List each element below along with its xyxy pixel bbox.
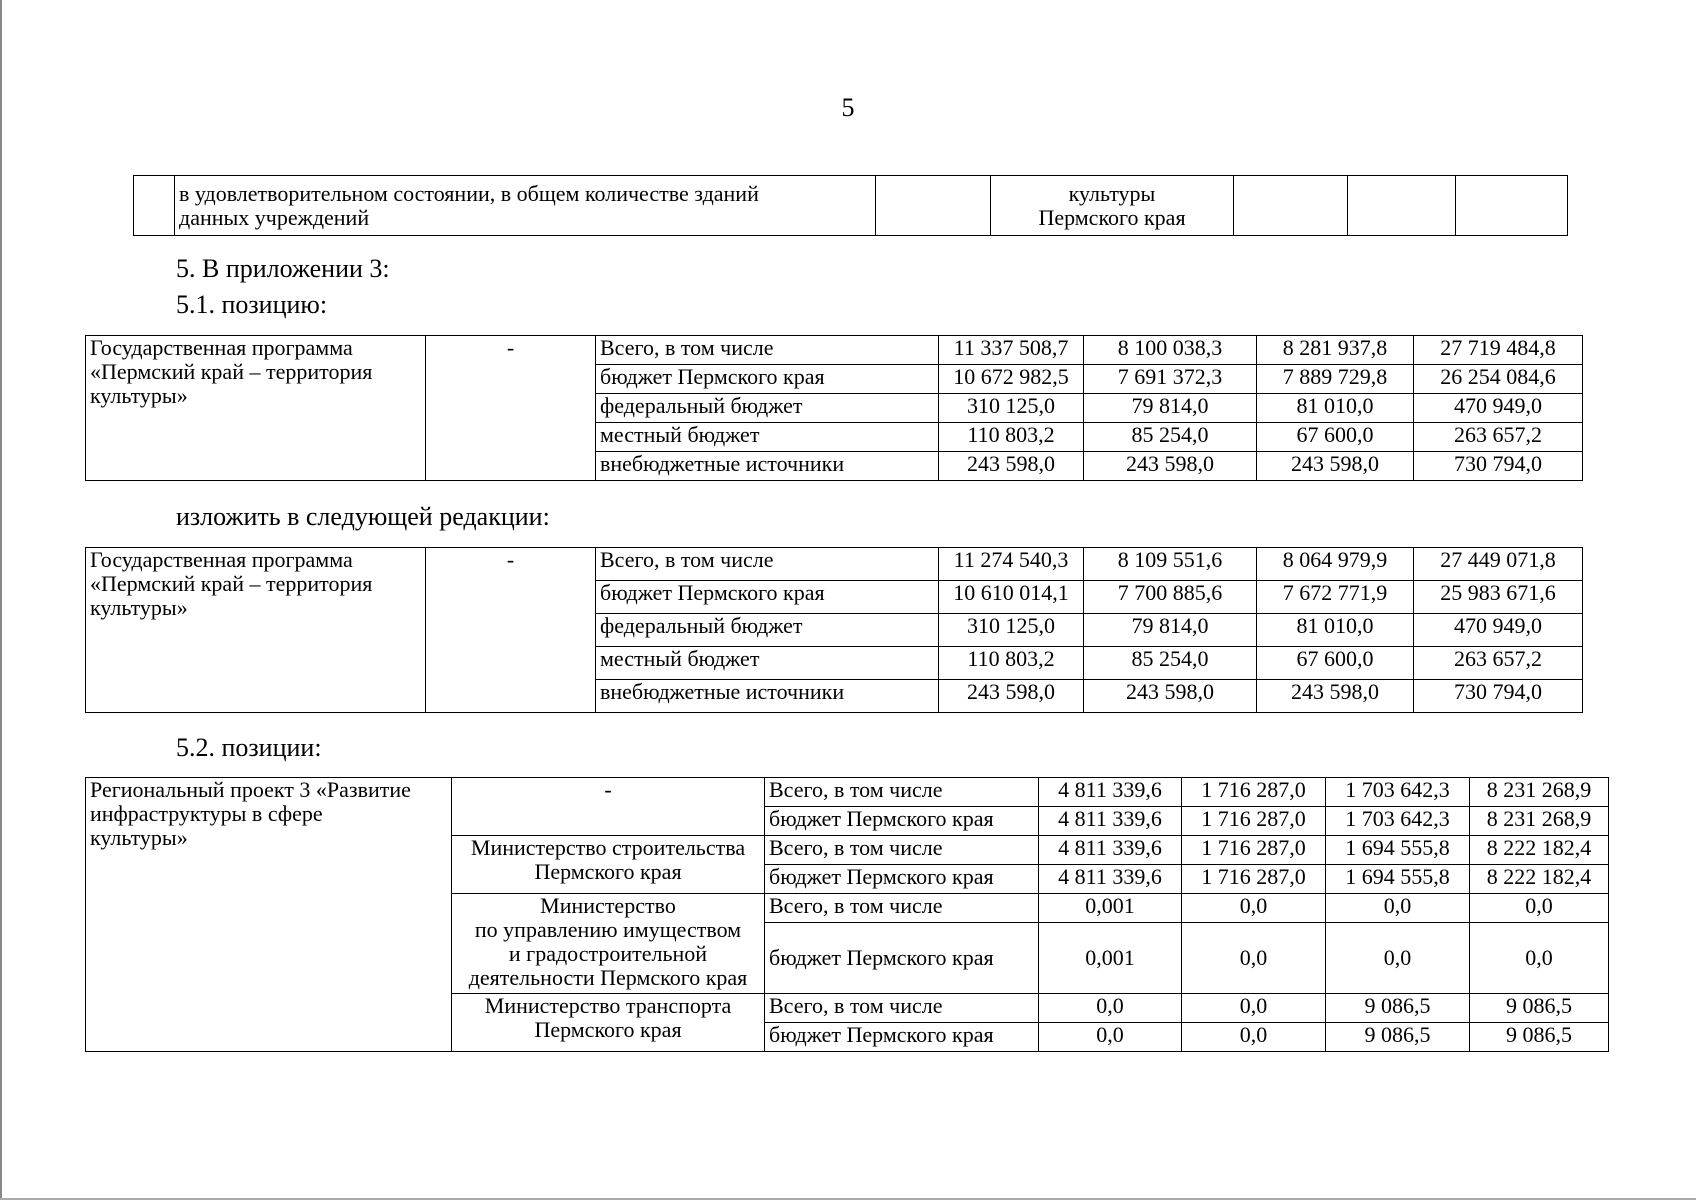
value-year2: 1 716 287,0 <box>1182 836 1326 865</box>
value-total: 470 949,0 <box>1414 394 1583 423</box>
value-year2: 1 716 287,0 <box>1182 865 1326 894</box>
funding-source: Всего, в том числе <box>765 836 1039 865</box>
responsible-line: Министерство <box>540 893 676 918</box>
value-year2: 79 814,0 <box>1084 394 1257 423</box>
program-name-line: «Пермский край – территория <box>90 571 373 596</box>
top-table-empty-cell <box>1234 176 1348 236</box>
top-description-line2: данных учреждений <box>179 204 370 230</box>
responsible-line: Пермского края <box>534 1017 682 1042</box>
funding-source: Всего, в том числе <box>765 894 1039 923</box>
program-old-responsible: - <box>426 336 596 481</box>
value-year1: 4 811 339,6 <box>1039 807 1182 836</box>
responsible-executor <box>452 836 765 894</box>
funding-source: местный бюджет <box>596 423 939 452</box>
value-year1: 0,001 <box>1039 923 1182 994</box>
funding-source: бюджет Пермского края <box>765 1023 1039 1052</box>
value-year3: 1 694 555,8 <box>1326 836 1470 865</box>
value-total: 27 449 071,8 <box>1414 548 1583 581</box>
value-total: 8 231 268,9 <box>1470 778 1609 807</box>
funding-source: федеральный бюджет <box>596 614 939 647</box>
value-year3: 0,0 <box>1326 923 1470 994</box>
program-new-responsible: - <box>426 548 596 713</box>
top-table <box>133 175 1568 236</box>
top-description-line1: в удовлетворительном состоянии, в общем количестве зданий <box>179 180 759 206</box>
value-total: 8 231 268,9 <box>1470 807 1609 836</box>
top-table-empty-cell <box>1456 176 1568 236</box>
responsible-line: деятельности Пермского края <box>468 965 748 990</box>
value-total: 730 794,0 <box>1414 452 1583 481</box>
value-year3: 8 064 979,9 <box>1257 548 1414 581</box>
section-5-2-heading: 5.2. позиции: <box>176 733 322 762</box>
top-table-responsible <box>991 176 1234 236</box>
regional-project-name <box>86 778 452 1052</box>
funding-source: федеральный бюджет <box>596 394 939 423</box>
value-year3: 7 672 771,9 <box>1257 581 1414 614</box>
program-name-line: культуры» <box>90 383 188 408</box>
value-year3: 67 600,0 <box>1257 647 1414 680</box>
section-5-heading: 5. В приложении 3: <box>176 254 390 283</box>
top-responsible-line2: Пермского края <box>1038 204 1186 230</box>
project-name-line: культуры» <box>90 825 188 850</box>
value-year2: 243 598,0 <box>1084 680 1257 713</box>
value-year1: 4 811 339,6 <box>1039 865 1182 894</box>
responsible-line: Пермского края <box>534 859 682 884</box>
project-name-line: Региональный проект 3 «Развитие <box>90 777 411 802</box>
value-year3: 9 086,5 <box>1326 1023 1470 1052</box>
scan-edge-left <box>0 0 2 1200</box>
funding-source: бюджет Пермского края <box>765 923 1039 994</box>
value-total: 27 719 484,8 <box>1414 336 1583 365</box>
value-year3: 67 600,0 <box>1257 423 1414 452</box>
responsible-line: по управлению имуществом <box>474 917 742 942</box>
value-total: 0,0 <box>1470 894 1609 923</box>
program-old-table <box>85 335 1583 481</box>
value-total: 263 657,2 <box>1414 647 1583 680</box>
funding-source: внебюджетные источники <box>596 452 939 481</box>
value-total: 8 222 182,4 <box>1470 865 1609 894</box>
value-year2: 1 716 287,0 <box>1182 778 1326 807</box>
responsible-executor <box>452 778 765 836</box>
program-new-table <box>85 547 1583 713</box>
value-total: 26 254 084,6 <box>1414 365 1583 394</box>
responsible-line: и градостроительной <box>508 941 708 966</box>
value-year1: 110 803,2 <box>939 647 1084 680</box>
funding-source: Всего, в том числе <box>596 336 939 365</box>
value-year1: 11 337 508,7 <box>939 336 1084 365</box>
funding-source: Всего, в том числе <box>596 548 939 581</box>
new-edition-heading: изложить в следующей редакции: <box>176 502 550 531</box>
value-year2: 85 254,0 <box>1084 647 1257 680</box>
funding-source: Всего, в том числе <box>765 994 1039 1023</box>
value-year3: 1 703 642,3 <box>1326 778 1470 807</box>
page-number: 5 <box>841 93 855 122</box>
value-year3: 81 010,0 <box>1257 614 1414 647</box>
responsible-line: - <box>604 777 612 802</box>
program-name-line: Государственная программа <box>90 547 353 572</box>
value-total: 0,0 <box>1470 923 1609 994</box>
value-year2: 0,0 <box>1182 1023 1326 1052</box>
value-year3: 243 598,0 <box>1257 680 1414 713</box>
project-name-line: инфраструктуры в сфере <box>90 801 323 826</box>
value-year2: 0,0 <box>1182 994 1326 1023</box>
program-name-line: культуры» <box>90 595 188 620</box>
program-old-name <box>86 336 426 481</box>
funding-source: бюджет Пермского края <box>765 865 1039 894</box>
value-year3: 9 086,5 <box>1326 994 1470 1023</box>
value-year1: 0,0 <box>1039 994 1182 1023</box>
value-year3: 81 010,0 <box>1257 394 1414 423</box>
program-name-line: «Пермский край – территория <box>90 359 373 384</box>
value-year2: 7 691 372,3 <box>1084 365 1257 394</box>
funding-source: Всего, в том числе <box>765 778 1039 807</box>
top-table-empty-cell <box>1348 176 1456 236</box>
funding-source: местный бюджет <box>596 647 939 680</box>
top-table-description <box>175 176 876 236</box>
value-year2: 8 109 551,6 <box>1084 548 1257 581</box>
value-year2: 79 814,0 <box>1084 614 1257 647</box>
top-table-num-cell <box>134 176 175 236</box>
value-year3: 7 889 729,8 <box>1257 365 1414 394</box>
value-year1: 10 610 014,1 <box>939 581 1084 614</box>
program-new-name <box>86 548 426 713</box>
value-year1: 11 274 540,3 <box>939 548 1084 581</box>
value-total: 470 949,0 <box>1414 614 1583 647</box>
value-year3: 243 598,0 <box>1257 452 1414 481</box>
funding-source: бюджет Пермского края <box>765 807 1039 836</box>
value-year2: 85 254,0 <box>1084 423 1257 452</box>
program-name-line: Государственная программа <box>90 335 353 360</box>
value-year3: 1 694 555,8 <box>1326 865 1470 894</box>
value-year1: 243 598,0 <box>939 452 1084 481</box>
funding-source: внебюджетные источники <box>596 680 939 713</box>
section-5-1-heading: 5.1. позицию: <box>176 290 328 319</box>
responsible-line: Министерство транспорта <box>484 993 732 1018</box>
responsible-executor <box>452 894 765 994</box>
value-year2: 7 700 885,6 <box>1084 581 1257 614</box>
value-total: 25 983 671,6 <box>1414 581 1583 614</box>
top-table-empty-cell <box>876 176 991 236</box>
funding-source: бюджет Пермского края <box>596 581 939 614</box>
value-total: 730 794,0 <box>1414 680 1583 713</box>
value-total: 9 086,5 <box>1470 1023 1609 1052</box>
value-year2: 243 598,0 <box>1084 452 1257 481</box>
value-year1: 310 125,0 <box>939 614 1084 647</box>
value-total: 9 086,5 <box>1470 994 1609 1023</box>
value-year1: 310 125,0 <box>939 394 1084 423</box>
value-total: 263 657,2 <box>1414 423 1583 452</box>
value-year2: 0,0 <box>1182 923 1326 994</box>
value-year2: 0,0 <box>1182 894 1326 923</box>
responsible-executor <box>452 994 765 1052</box>
value-year3: 1 703 642,3 <box>1326 807 1470 836</box>
value-year1: 10 672 982,5 <box>939 365 1084 394</box>
responsible-line: Министерство строительства <box>470 835 746 860</box>
value-year1: 4 811 339,6 <box>1039 778 1182 807</box>
value-year1: 110 803,2 <box>939 423 1084 452</box>
value-year3: 8 281 937,8 <box>1257 336 1414 365</box>
value-year1: 0,0 <box>1039 1023 1182 1052</box>
value-year1: 4 811 339,6 <box>1039 836 1182 865</box>
value-year3: 0,0 <box>1326 894 1470 923</box>
value-total: 8 222 182,4 <box>1470 836 1609 865</box>
regional-project-table <box>85 777 1609 1052</box>
value-year1: 0,001 <box>1039 894 1182 923</box>
top-responsible-line1: культуры <box>1068 180 1156 206</box>
value-year2: 8 100 038,3 <box>1084 336 1257 365</box>
value-year1: 243 598,0 <box>939 680 1084 713</box>
funding-source: бюджет Пермского края <box>596 365 939 394</box>
value-year2: 1 716 287,0 <box>1182 807 1326 836</box>
